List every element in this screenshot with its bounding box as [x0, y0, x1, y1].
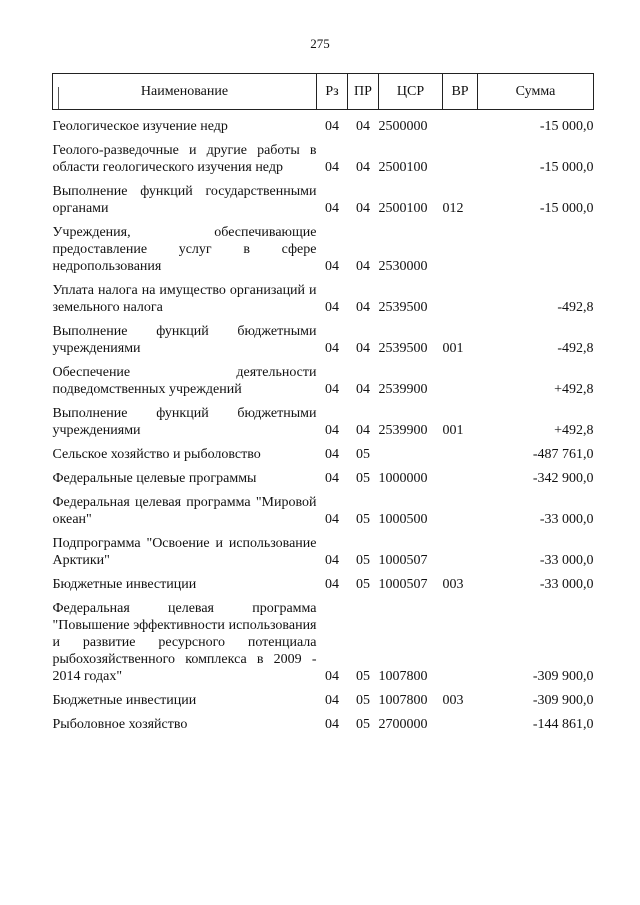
header-rz: Рз — [317, 74, 348, 110]
header-name-label: Наименование — [140, 83, 229, 99]
row-vr: 001 — [442, 341, 464, 356]
header-vr: ВР — [443, 74, 478, 110]
row-csr: 1007800 — [378, 693, 428, 708]
row-csr: 2539500 — [378, 341, 428, 356]
row-pr: 04 — [356, 119, 370, 134]
row-rz: 04 — [325, 553, 339, 568]
header-corner-mark — [53, 87, 59, 109]
row-sum: -342 900,0 — [532, 471, 594, 486]
row-name: Обеспечение деятельности подведомственных учреждений — [52, 365, 317, 397]
row-vr — [443, 487, 478, 528]
row-name: Сельское хозяйство и рыболовство — [52, 447, 261, 462]
row-rz: 04 — [325, 577, 339, 592]
row-csr: 1000500 — [378, 512, 428, 527]
row-pr: 04 — [356, 160, 370, 175]
row-pr: 05 — [356, 553, 370, 568]
row-name: Выполнение функций государственными органами — [52, 184, 317, 216]
table-row — [53, 275, 594, 316]
row-pr: 05 — [356, 447, 370, 462]
row-sum: -309 900,0 — [532, 693, 594, 708]
table-row — [53, 135, 594, 176]
row-csr: 2539500 — [378, 300, 428, 315]
row-name: Выполнение функций бюджетными учреждениями — [52, 324, 317, 356]
table-row — [53, 593, 594, 685]
row-rz: 04 — [325, 341, 339, 356]
row-rz: 04 — [325, 300, 339, 315]
table-row — [53, 709, 594, 733]
row-name: Федеральная целевая программа "Повышение эффективности использования и развитие ресурсного потенциала рыбохозяйственного комплекса в 2009 - 2014 годах" — [52, 601, 317, 684]
table-header-row — [53, 74, 594, 110]
row-rz: 04 — [325, 471, 339, 486]
row-pr: 04 — [356, 423, 370, 438]
row-rz: 04 — [325, 259, 339, 274]
row-csr: 2500000 — [378, 119, 428, 134]
row-vr — [443, 357, 478, 398]
row-pr: 05 — [356, 512, 370, 527]
row-sum: -15 000,0 — [539, 160, 594, 175]
row-csr: 2539900 — [378, 382, 428, 397]
row-pr: 04 — [356, 201, 370, 216]
row-name: Геолого-разведочные и другие работы в области геологического изучения недр — [52, 143, 317, 175]
header-csr: ЦСР — [379, 74, 443, 110]
row-vr — [443, 528, 478, 569]
row-sum: -33 000,0 — [539, 553, 594, 568]
header-sum: Сумма — [478, 74, 594, 110]
header-pr: ПР — [348, 74, 379, 110]
table-row — [53, 439, 594, 463]
row-vr — [443, 135, 478, 176]
row-name: Бюджетные инвестиции — [52, 577, 197, 592]
row-vr — [443, 439, 478, 463]
table-row — [53, 463, 594, 487]
row-rz: 04 — [325, 160, 339, 175]
row-name: Геологическое изучение недр — [52, 119, 228, 134]
row-csr: 2500100 — [378, 160, 428, 175]
row-sum: -487 761,0 — [532, 447, 594, 462]
row-csr: 1000000 — [378, 471, 428, 486]
row-vr: 003 — [442, 693, 464, 708]
table-row — [53, 357, 594, 398]
row-rz: 04 — [325, 201, 339, 216]
row-vr — [443, 463, 478, 487]
row-csr: 2530000 — [378, 259, 428, 274]
row-pr: 05 — [356, 717, 370, 732]
row-pr: 04 — [356, 382, 370, 397]
row-sum: -15 000,0 — [539, 201, 594, 216]
row-rz: 04 — [325, 693, 339, 708]
row-pr: 05 — [356, 577, 370, 592]
row-csr: 1000507 — [378, 553, 428, 568]
row-vr: 003 — [442, 577, 464, 592]
row-pr: 04 — [356, 259, 370, 274]
row-name: Федеральные целевые программы — [52, 471, 257, 486]
header-name — [53, 74, 317, 110]
row-sum: -309 900,0 — [532, 669, 594, 684]
row-csr: 2539900 — [378, 423, 428, 438]
row-sum: +492,8 — [554, 382, 594, 397]
table-row — [53, 217, 594, 275]
row-rz: 04 — [325, 717, 339, 732]
row-name: Бюджетные инвестиции — [52, 693, 197, 708]
row-rz: 04 — [325, 382, 339, 397]
table-row — [53, 176, 594, 217]
row-rz: 04 — [325, 669, 339, 684]
table-row — [53, 110, 594, 136]
row-sum — [478, 217, 594, 275]
row-rz: 04 — [325, 119, 339, 134]
row-csr — [379, 439, 443, 463]
row-sum: +492,8 — [554, 423, 594, 438]
row-vr — [443, 275, 478, 316]
row-sum: -144 861,0 — [532, 717, 594, 732]
row-name: Учреждения, обеспечивающие предоставление услуг в сфере недропользования — [52, 225, 317, 274]
row-pr: 05 — [356, 471, 370, 486]
table-row — [53, 487, 594, 528]
table-row — [53, 528, 594, 569]
row-pr: 05 — [356, 693, 370, 708]
table-row — [53, 569, 594, 593]
row-sum: -492,8 — [557, 341, 594, 356]
row-sum: -33 000,0 — [539, 577, 594, 592]
row-vr: 001 — [442, 423, 464, 438]
row-vr: 012 — [442, 201, 464, 216]
row-vr — [443, 217, 478, 275]
budget-table — [52, 73, 594, 733]
row-rz: 04 — [325, 423, 339, 438]
row-pr: 04 — [356, 341, 370, 356]
row-vr — [443, 110, 478, 136]
row-name: Уплата налога на имущество организаций и земельного налога — [52, 283, 317, 315]
row-name: Подпрограмма "Освоение и использование Арктики" — [52, 536, 317, 568]
row-pr: 04 — [356, 300, 370, 315]
row-vr — [443, 593, 478, 685]
table-row — [53, 685, 594, 709]
table-row — [53, 316, 594, 357]
row-rz: 04 — [325, 447, 339, 462]
page-number: 275 — [310, 36, 330, 51]
row-csr: 1000507 — [378, 577, 428, 592]
row-rz: 04 — [325, 512, 339, 527]
row-name: Выполнение функций бюджетными учреждениями — [52, 406, 317, 438]
row-name: Рыболовное хозяйство — [52, 717, 188, 732]
row-name: Федеральная целевая программа "Мировой океан" — [52, 495, 317, 527]
row-sum: -15 000,0 — [539, 119, 594, 134]
row-pr: 05 — [356, 669, 370, 684]
table-row — [53, 398, 594, 439]
row-csr: 1007800 — [378, 669, 428, 684]
row-vr — [443, 709, 478, 733]
row-sum: -33 000,0 — [539, 512, 594, 527]
row-csr: 2700000 — [378, 717, 428, 732]
row-sum: -492,8 — [557, 300, 594, 315]
row-csr: 2500100 — [378, 201, 428, 216]
